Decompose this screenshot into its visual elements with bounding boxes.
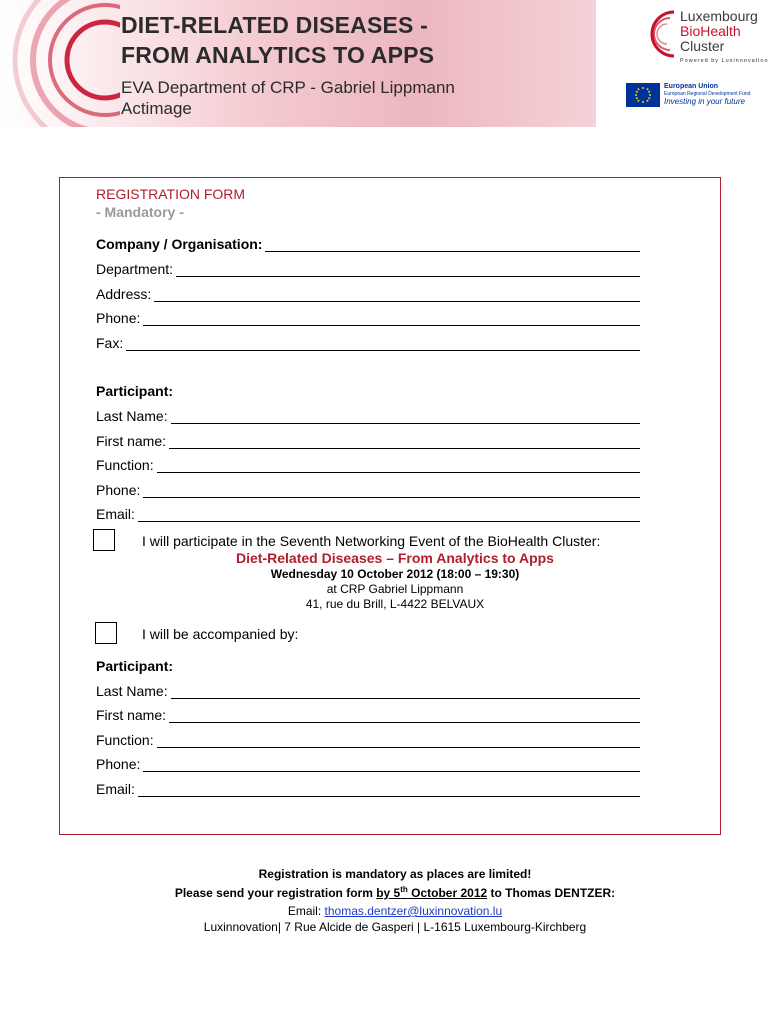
p1-phone-input[interactable] (143, 483, 640, 498)
p1-first-name-input[interactable] (169, 434, 640, 449)
p1-function-input[interactable] (157, 458, 640, 473)
p1-last-name-field (96, 406, 640, 424)
p2-last-name-label: Last Name: (96, 683, 168, 699)
footer-email-line: Email: thomas.dentzer@luxinnovation.lu (287, 904, 503, 918)
event-venue: at CRP Gabriel Lippmann (326, 582, 464, 596)
p2-email-input[interactable] (138, 782, 640, 797)
p1-function-field (96, 455, 640, 473)
p2-email-label: Email: (96, 781, 135, 797)
department-field (96, 259, 640, 277)
email-link[interactable]: thomas.dentzer@luxinnovation.lu (324, 904, 503, 918)
address-label: Address: (96, 286, 152, 302)
eu-logo (626, 82, 766, 110)
phone-field (96, 308, 640, 326)
p2-last-name-field (96, 681, 640, 699)
address-field (96, 284, 640, 302)
lux-line1: Luxembourg (680, 8, 758, 24)
p2-first-name-label: First name: (96, 707, 167, 723)
company-field (96, 234, 640, 252)
p2-first-name-field (96, 705, 640, 723)
p2-email-field (96, 779, 640, 797)
department-input[interactable] (176, 262, 640, 277)
p1-phone-label: Phone: (96, 482, 141, 498)
biohealth-cluster-logo (640, 6, 768, 68)
footer (100, 866, 690, 935)
fax-input[interactable] (126, 336, 640, 351)
eu-line2: European Regional Development Fund (664, 91, 751, 97)
p2-first-name-input[interactable] (169, 708, 640, 723)
p2-phone-label: Phone: (96, 756, 141, 772)
p1-phone-field (96, 480, 640, 498)
event-date: Wednesday 10 October 2012 (18:00 – 19:30) (270, 567, 520, 581)
event-name: Diet-Related Diseases – From Analytics to Apps (236, 550, 554, 566)
eu-line3: Investing in your future (664, 97, 745, 106)
accompanied-checkbox[interactable] (95, 622, 117, 644)
participant2-heading: Participant: (96, 658, 174, 674)
p2-function-input[interactable] (157, 733, 640, 748)
phone-input[interactable] (143, 311, 640, 326)
event-address: 41, rue du Brill, L-4422 BELVAUX (305, 597, 485, 611)
p2-phone-field (96, 754, 640, 772)
p1-email-input[interactable] (138, 507, 640, 522)
p1-first-name-field (96, 431, 640, 449)
form-title: REGISTRATION FORM (96, 186, 246, 202)
company-input[interactable] (265, 237, 640, 252)
phone-label: Phone: (96, 310, 141, 326)
event-details (120, 550, 670, 612)
fax-field (96, 333, 640, 351)
department-label: Department: (96, 261, 174, 277)
p2-function-field (96, 730, 640, 748)
p1-email-field (96, 504, 640, 522)
p1-function-label: Function: (96, 457, 154, 473)
decorative-rings-icon (0, 0, 120, 127)
p1-last-name-label: Last Name: (96, 408, 168, 424)
banner-title: DIET-RELATED DISEASES - FROM ANALYTICS TO APPS (121, 12, 435, 68)
p2-last-name-input[interactable] (171, 684, 640, 699)
lux-line2: BioHealth (680, 23, 741, 39)
accompanied-text: I will be accompanied by: (142, 626, 299, 642)
p1-first-name-label: First name: (96, 433, 167, 449)
footer-mandatory-note: Registration is mandatory as places are limited! (258, 867, 532, 881)
lux-powered: Powered by Luxinnovation (680, 58, 769, 64)
footer-send-instruction: Please send your registration form by 5th October 2012 to Thomas DENTZER: (174, 885, 616, 900)
fax-label: Fax: (96, 335, 124, 351)
p1-last-name-input[interactable] (171, 409, 640, 424)
participate-text: I will participate in the Seventh Networking Event of the BioHealth Cluster: (142, 533, 601, 549)
participant-heading: Participant: (96, 383, 174, 399)
eu-flag-icon (626, 83, 660, 107)
p1-email-label: Email: (96, 506, 135, 522)
p2-function-label: Function: (96, 732, 154, 748)
p2-phone-input[interactable] (143, 757, 640, 772)
form-mandatory-note: - Mandatory - (96, 204, 184, 220)
banner-subtitle: EVA Department of CRP - Gabriel Lippmann Actimage (121, 78, 455, 118)
address-input[interactable] (154, 287, 640, 302)
footer-address: Luxinnovation| 7 Rue Alcide de Gasperi | L-1615 Luxembourg-Kirchberg (203, 920, 587, 934)
cluster-rings-icon (640, 6, 680, 62)
company-label: Company / Organisation: (96, 236, 263, 252)
lux-line3: Cluster (680, 38, 725, 54)
header-banner (0, 0, 596, 127)
eu-line1: European Union (664, 83, 719, 90)
participate-checkbox[interactable] (93, 529, 115, 551)
